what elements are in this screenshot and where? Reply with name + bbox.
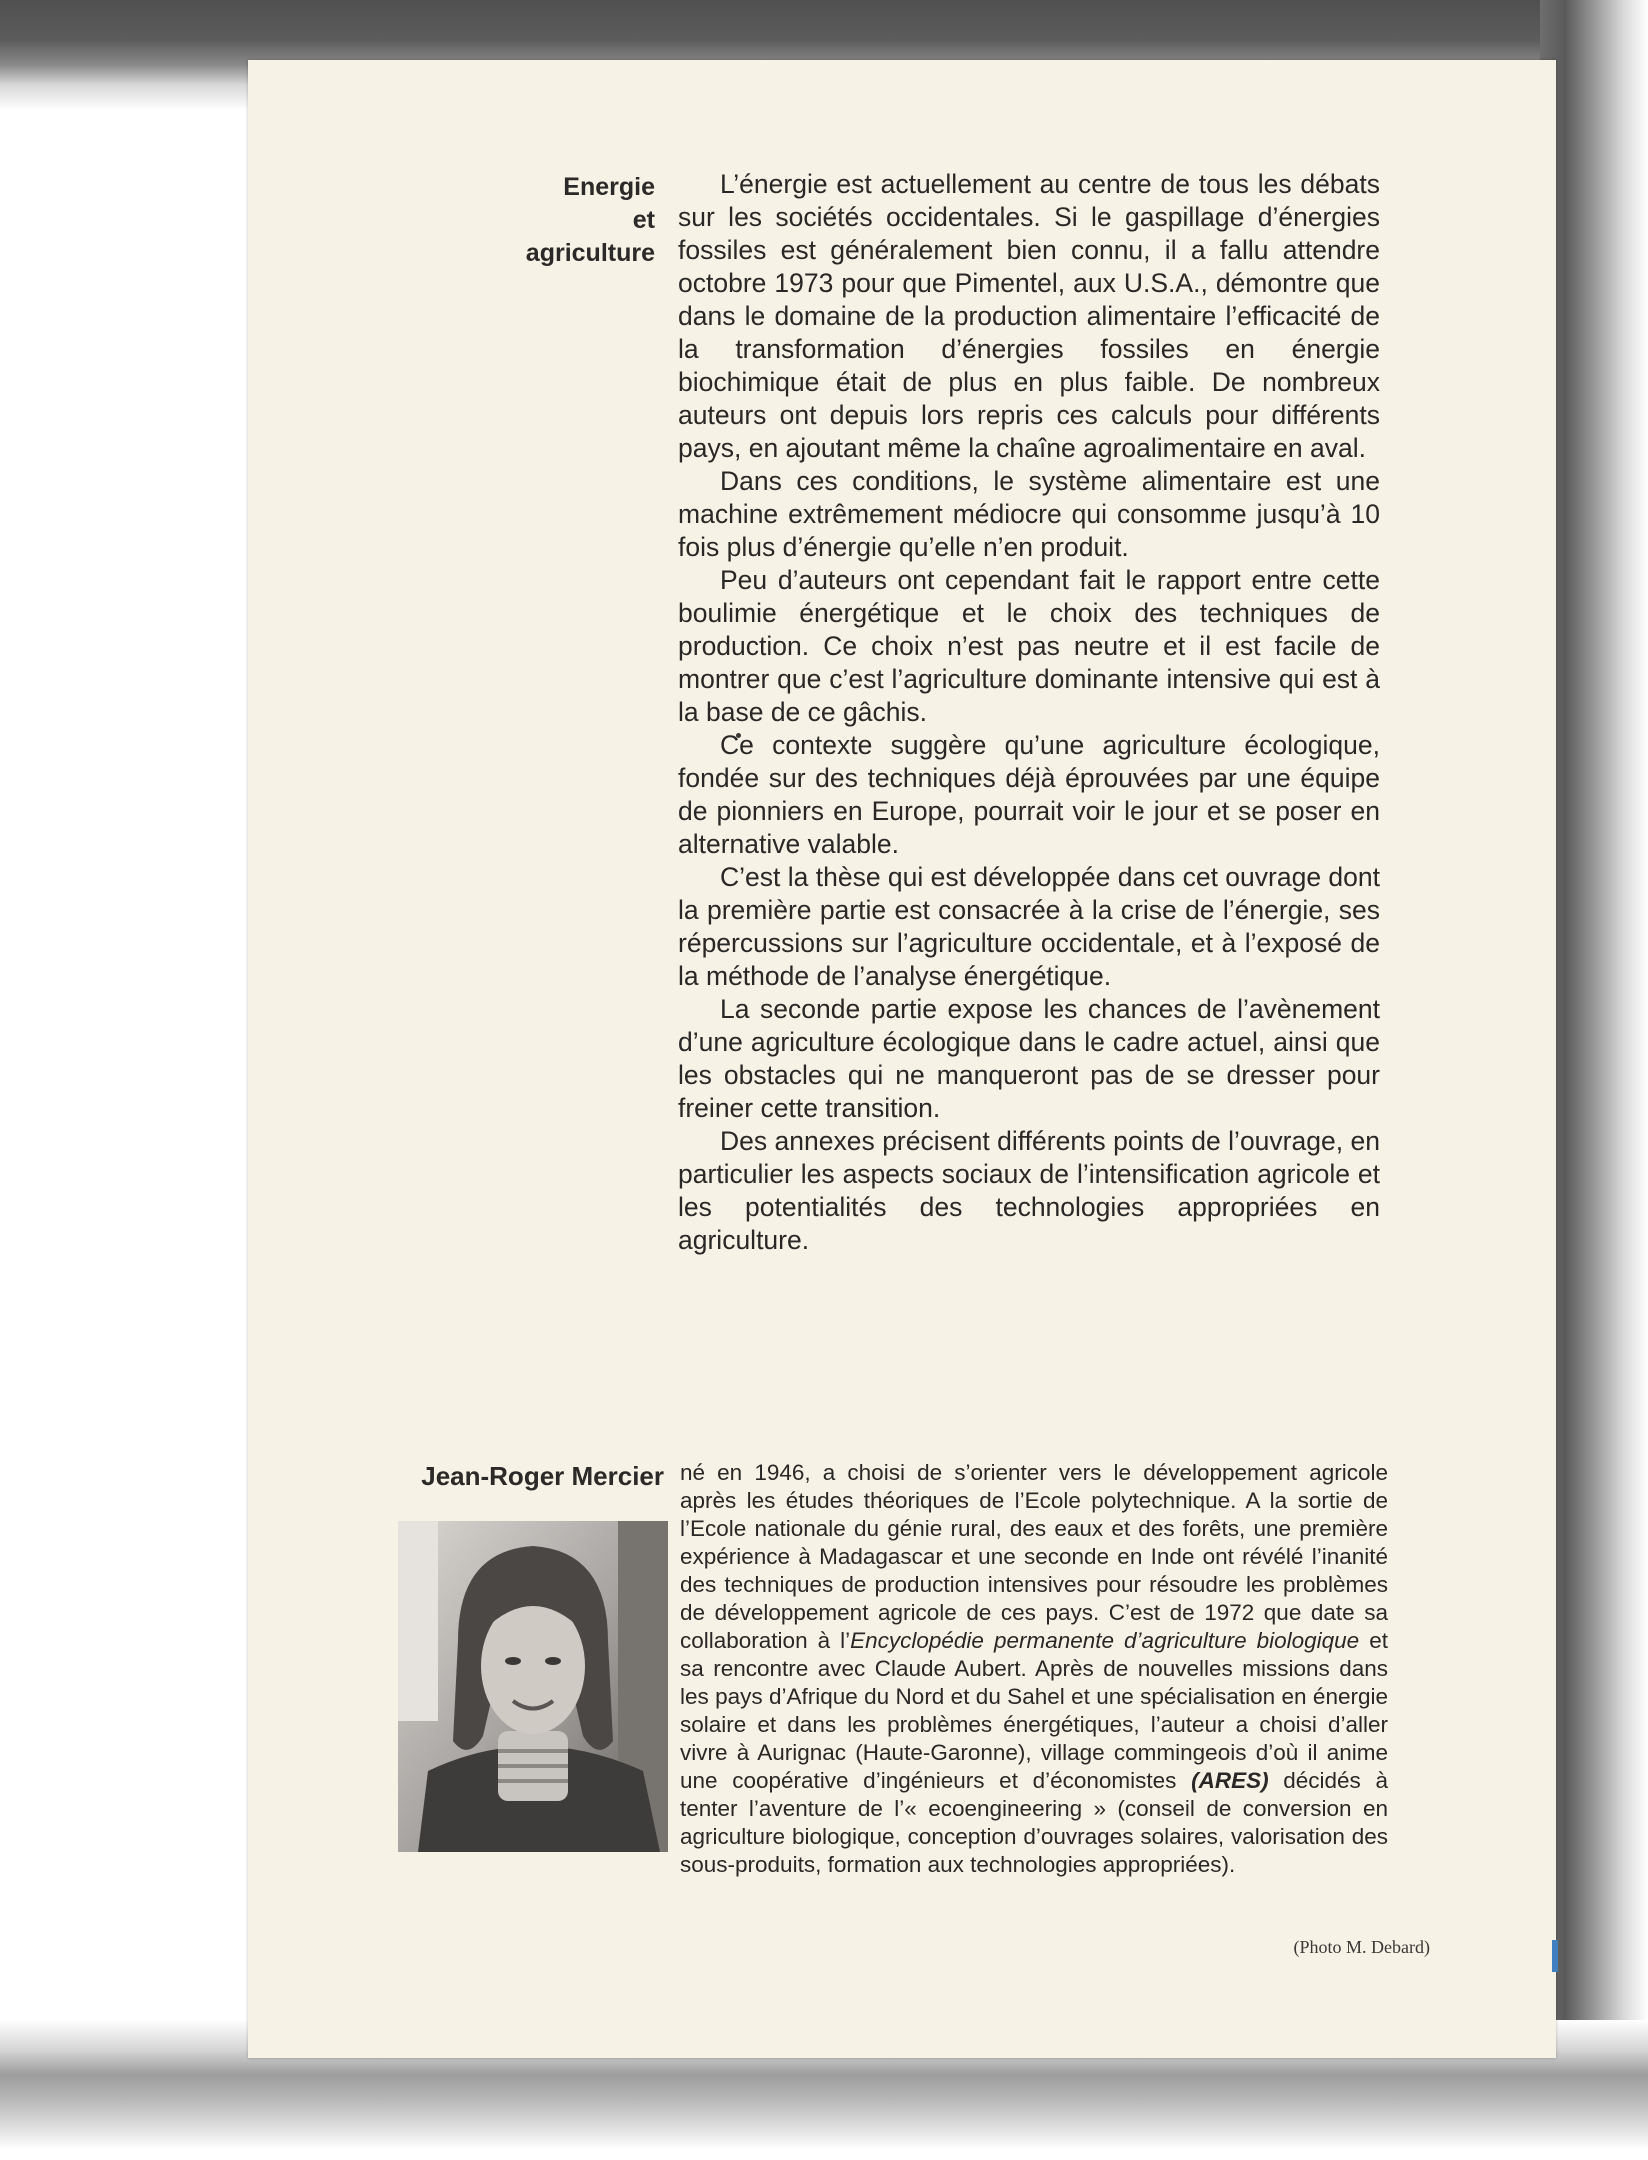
author-photo <box>398 1521 668 1852</box>
scan-shadow-right <box>1540 0 1648 2160</box>
author-name: Jean-Roger Mercier <box>421 1461 664 1491</box>
author-bio-paragraph <box>680 1459 1388 1879</box>
photo-credit: (Photo M. Debard) <box>1293 1937 1430 1957</box>
blurb-paragraph: C’est la thèse qui est développée dans cet ouvrage dont la première partie est consacrée à la crise de l’énergie, ses répercussions sur l’agriculture occidentale, et à l’exposé de la méthode de l’analyse énergétique. <box>678 862 1381 991</box>
blurb-text <box>678 168 1380 1257</box>
blurb-paragraph: Dans ces conditions, le système alimentaire est une machine extrêmement médiocre qui consomme jusqu’à 10 fois plus d’énergie qu’elle n’en produit. <box>678 466 1380 562</box>
section-title-line: Energie <box>563 173 655 201</box>
section-title-line: agriculture <box>525 239 655 267</box>
bio-text: et sa rencontre avec Claude Aubert. Après de nouvelles missions dans les pays d’Afrique du Nord et du Sahel et une spécialisation en énergie solaire et dans les problèmes énergétiques, l’auteur a choisi d’aller vivre à Aurignac (Haute-Garonne), village commingeois d’où il anime une coopérative d’ingénieurs et d’économistes <box>680 1628 1388 1793</box>
blurb-paragraph: L’énergie est actuellement au centre de tous les débats sur les sociétés occidentales. Si le gaspillage d’énergies fossiles est généralement bien connu, il a fallu attendre octobre 1973 pour que Pimentel, aux U.S.A., démontre que dans le domaine de la production alimentaire l’efficacité de la transformation d’énergies fossiles en énergie biochimique était de plus en plus faible. De nombreux auteurs ont depuis lors repris ces calculs pour différents pays, en ajoutant même la chaîne agroalimentaire en aval. <box>678 169 1380 463</box>
blurb-paragraph: Peu d’auteurs ont cependant fait le rapport entre cette boulimie énergétique et le choix des techniques de production. Ce choix n’est pas neutre et il est facile de montrer que c’est l’agriculture dominante intensive qui est à la base de ce gâchis. <box>678 565 1380 727</box>
bio-organization: (ARES) <box>1191 1768 1269 1793</box>
author-bio <box>680 1459 1388 1879</box>
blurb-paragraph: Ce contexte suggère qu’une agriculture écologique, fondée sur des techniques déjà éprouvées par une équipe de pionniers en Europe, pourrait voir le jour et se poser en alternative valable. <box>678 730 1380 859</box>
blurb-paragraph: La seconde partie expose les chances de l’avènement d’une agriculture écologique dans le cadre actuel, ainsi que les obstacles qui ne manqueront pas de se dresser pour freiner cette transition. <box>678 994 1380 1123</box>
bio-book-title: Encyclopédie permanente d’agriculture biologique <box>850 1628 1360 1653</box>
cover-edge-accent <box>1552 1940 1558 1972</box>
blurb-paragraph: Des annexes précisent différents points de l’ouvrage, en particulier les aspects sociaux de l’intensification agricole et les potentialités des technologies appropriées en agriculture. <box>678 1126 1380 1255</box>
bio-text: décidés à tenter l’aventure de l’« ecoengineering » (conseil de conversion en agriculture biologique, conception d’ouvrages solaires, valorisation des sous-produits, formation aux technologies appropriées). <box>680 1768 1388 1877</box>
section-title-line: et <box>632 206 655 234</box>
section-title <box>440 171 655 270</box>
bio-text: né en 1946, a choisi de s’orienter vers le développement agricole après les études théoriques de l’Ecole polytechnique. A la sortie de l’Ecole nationale du génie rural, des eaux et des forêts, une première expérience à Madagascar et une seconde en Inde ont révélé l’inanité des techniques de production intensives pour résoudre les problèmes de développement agricole de ces pays. C’est de 1972 que date sa collaboration à l’ <box>680 1460 1388 1653</box>
